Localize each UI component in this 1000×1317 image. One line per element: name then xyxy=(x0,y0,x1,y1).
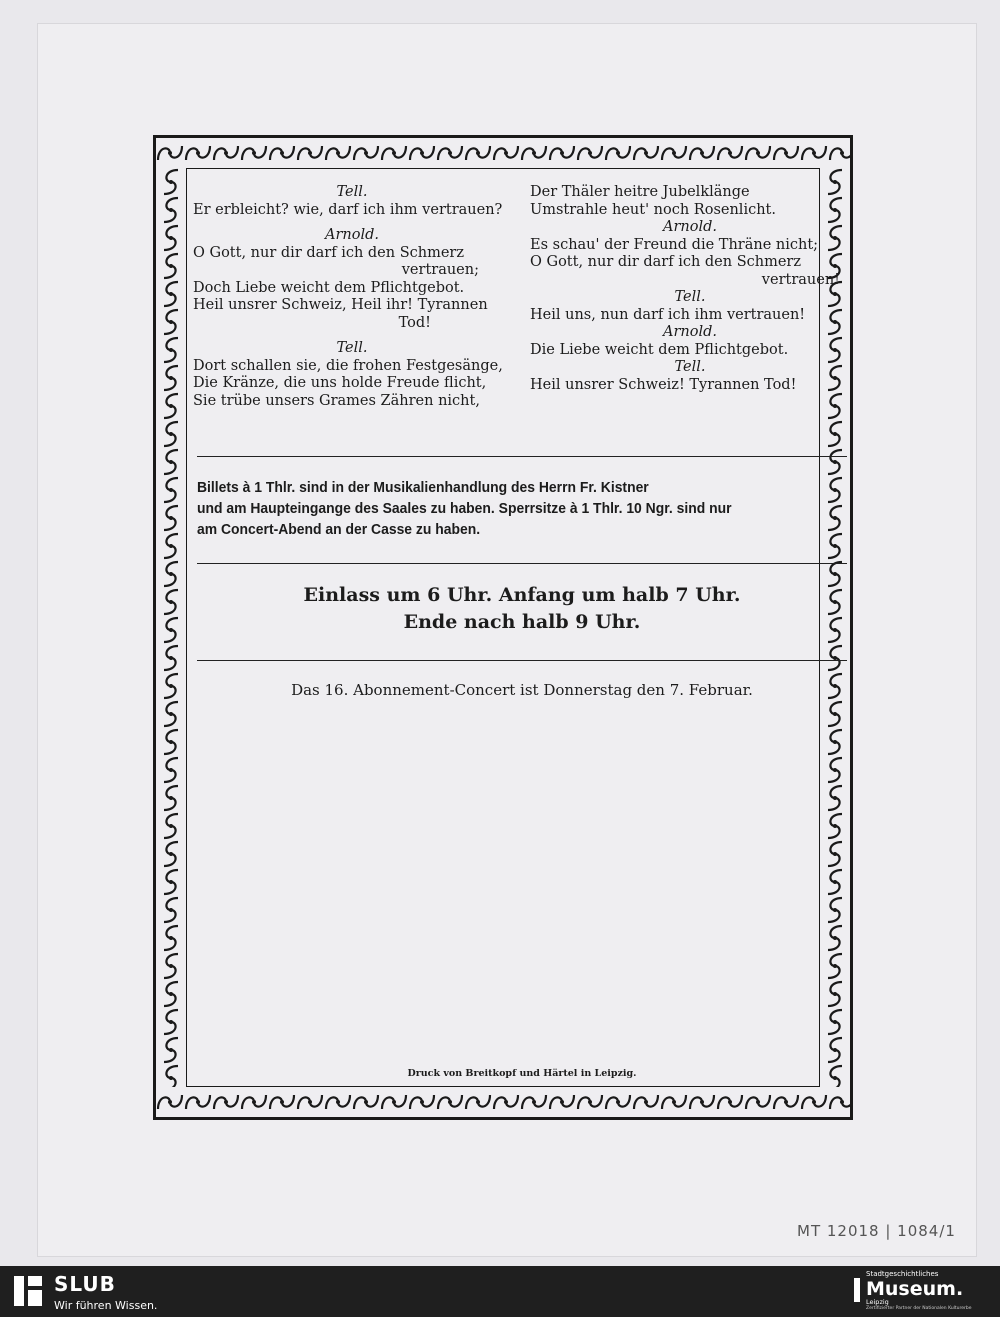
lyric-line: Heil uns, nun darf ich ihm vertrauen! xyxy=(530,306,806,323)
ornament-top-pattern xyxy=(156,138,850,168)
lyric-line: Dort schallen sie, die frohen Festgesänge, xyxy=(193,357,503,374)
library-name: SLUB xyxy=(54,1272,116,1296)
speaker-label: Arnold. xyxy=(325,227,379,243)
museum-note: Zertifizierter Partner der Nationalen Kulturerbe xyxy=(866,1306,972,1311)
ornament-top xyxy=(156,138,850,168)
lyric-line: Heil unsrer Schweiz! Tyrannen Tod! xyxy=(530,376,797,393)
library-tagline: Wir führen Wissen. xyxy=(54,1299,158,1312)
lyric-line: Umstrahle heut' noch Rosenlicht. xyxy=(530,201,776,218)
lyric-line: Die Kränze, die uns holde Freude flicht, xyxy=(193,375,487,391)
lyric-line: Heil unsrer Schweiz, Heil ihr! Tyrannen xyxy=(193,297,488,313)
times-line: Einlass um 6 Uhr. Anfang um halb 7 Uhr. xyxy=(303,584,741,606)
speaker-label: Tell. xyxy=(674,289,706,305)
lyric-line: Sie trübe unsers Grames Zähren nicht, xyxy=(193,392,480,409)
lyric-line: Er erbleicht? wie, darf ich ihm vertrauen? xyxy=(193,201,503,218)
speaker-label: Tell. xyxy=(336,184,368,200)
shelfmark-handwritten: MT 12018 | 1084/1 xyxy=(797,1222,956,1240)
speaker-label: Tell. xyxy=(674,359,706,375)
ornament-left xyxy=(156,168,186,1087)
ticket-info xyxy=(197,478,821,541)
museum-top-label: Stadtgeschichtliches xyxy=(866,1270,939,1278)
footer-bar xyxy=(0,1266,1000,1317)
lyric-line: Der Thäler heitre Jubelklänge xyxy=(530,184,750,200)
times-line: Ende nach halb 9 Uhr. xyxy=(403,611,641,633)
lyric-line: Es schau' der Freund die Thräne nicht; xyxy=(530,236,819,253)
printer-imprint: Druck von Breitkopf und Härtel in Leipzig. xyxy=(407,1068,637,1079)
lyric-line: vertrauen; xyxy=(401,262,479,278)
ornament-bottom xyxy=(156,1087,850,1117)
speaker-label: Arnold. xyxy=(663,324,717,340)
next-concert-note: Das 16. Abonnement-Concert ist Donnerstag den 7. Februar. xyxy=(291,681,753,699)
ornament-bottom-pattern xyxy=(156,1087,850,1117)
lyric-line: vertrauen! xyxy=(761,271,840,288)
speaker-label: Tell. xyxy=(336,340,368,356)
right-column xyxy=(530,184,850,394)
lyric-line: Doch Liebe weicht dem Pflichtgebot. xyxy=(193,279,465,296)
ticket-line: und am Haupteingange des Saales zu haben. Sperrsitze à 1 Thlr. 10 Ngr. sind nur xyxy=(197,501,732,517)
lyric-line: Die Liebe weicht dem Pflichtgebot. xyxy=(530,341,789,358)
concert-times xyxy=(197,582,847,636)
slub-logo-icon xyxy=(12,1274,44,1308)
lyric-line: O Gott, nur dir darf ich den Schmerz xyxy=(530,254,802,270)
museum-city: Leipzig xyxy=(866,1298,889,1306)
museum-name: Museum. xyxy=(866,1278,964,1300)
lyric-line: Tod! xyxy=(398,314,431,331)
museum-logo-icon xyxy=(852,1276,862,1304)
ticket-line: Billets à 1 Thlr. sind in der Musikalienhandlung des Herrn Fr. Kistner xyxy=(197,480,649,496)
lyrics-columns xyxy=(193,184,851,444)
divider-rule xyxy=(197,456,847,457)
ticket-line: am Concert-Abend an der Casse zu haben. xyxy=(197,522,481,538)
ornament-left-pattern xyxy=(156,168,186,1087)
lyric-line: O Gott, nur dir darf ich den Schmerz xyxy=(193,244,465,261)
left-column xyxy=(193,184,511,410)
divider-rule xyxy=(197,563,847,564)
speaker-label: Arnold. xyxy=(663,219,717,235)
divider-rule xyxy=(197,660,847,661)
